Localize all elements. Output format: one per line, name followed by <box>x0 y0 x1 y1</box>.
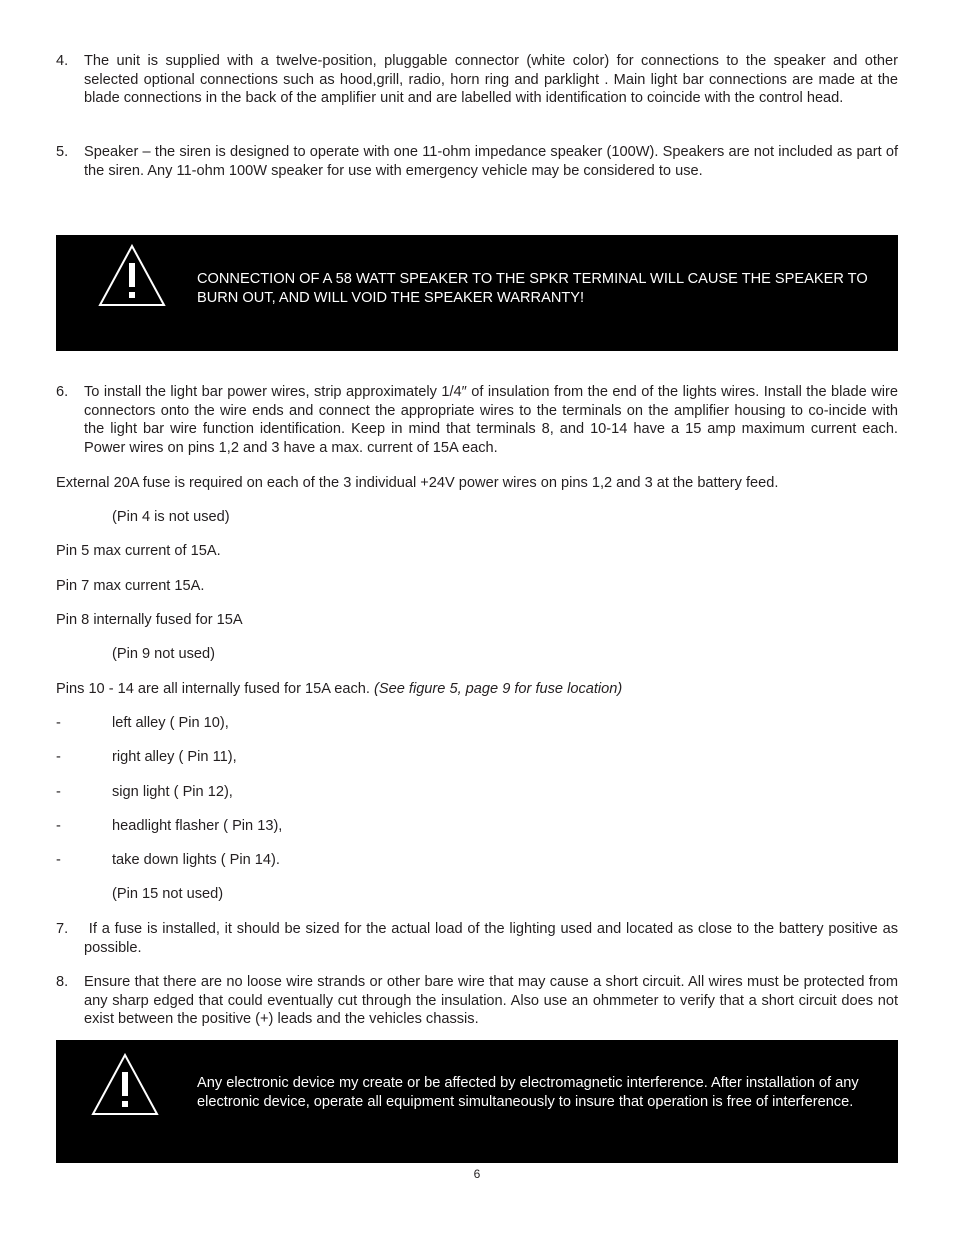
warning-label: WARNING! <box>65 1118 183 1148</box>
pin5-note: Pin 5 max current of 15A. <box>56 543 221 559</box>
pin9-note: (Pin 9 not used) <box>112 646 216 662</box>
dash-marker: - <box>56 784 61 800</box>
dash-item-sign-light: sign light ( Pin 12), <box>112 784 233 800</box>
item-number: 6. <box>56 384 69 400</box>
fuse-note: External 20A fuse is required on each of the 3 individual +24V power wires on pins 1,2 and 3 at the battery feed. <box>56 475 779 491</box>
pin7-note: Pin 7 max current 15A. <box>56 578 205 594</box>
item-text: Speaker – the siren is designed to operate with one 11-ohm impedance speaker (100W). Speakers are not included as part of the siren. Any 11-ohm 100W speaker for use with emergency vehicle may be considered to use. <box>84 144 898 179</box>
dash-marker: - <box>56 852 61 868</box>
list-item-4 <box>56 52 898 108</box>
dash-item-headlight-flasher: headlight flasher ( Pin 13), <box>112 818 283 834</box>
dash-marker: - <box>56 715 61 731</box>
item-text: The unit is supplied with a twelve-position, pluggable connector (white color) for connections to the speaker and other selected optional connections such as hood,grill, radio, horn ring and parklight . Main light bar connections are made at the blade connections in the back of the amplifier unit and are labelled with identification to coincide with the control head. <box>84 53 898 107</box>
list-item-6 <box>56 383 898 457</box>
pin8-note: Pin 8 internally fused for 15A <box>56 612 243 628</box>
dash-item-left-alley: left alley ( Pin 10), <box>112 715 229 731</box>
dash-item-right-alley: right alley ( Pin 11), <box>112 749 237 765</box>
item-number: 5. <box>56 144 69 160</box>
fuse-location-reference: (See figure 5, page 9 for fuse location) <box>374 681 623 697</box>
item-number: 8. <box>56 974 69 990</box>
pins10-text: Pins 10 - 14 are all internally fused for 15A each. <box>56 681 375 697</box>
dash-marker: - <box>56 818 61 834</box>
list-item-7 <box>56 920 903 957</box>
warning-box-speaker <box>56 235 898 351</box>
item-text: If a fuse is installed, it should be sized for the actual load of the lighting used and located as close to the battery positive as possible. <box>84 921 903 956</box>
pins10-14-note <box>56 680 622 699</box>
item-text: To install the light bar power wires, strip approximately 1/4″ of insulation from the end of the lights wires. Install the blade wire connectors onto the wire ends and connect the appropriate wires to the terminals on the amplifier housing to co-incide with the light bar wire function identification. Keep in mind that terminals 8, and 10-14 have a 15 amp maximum current each. Power wires on pins 1,2 and 3 have a max. current of 15A each. <box>84 384 898 456</box>
pin4-note: (Pin 4 is not used) <box>112 509 230 525</box>
warning-icon <box>62 1052 186 1147</box>
page-number: 6 <box>473 1167 481 1181</box>
warning-message: CONNECTION OF A 58 WATT SPEAKER TO THE SPKR TERMINAL WILL CAUSE THE SPEAKER TO BURN OUT, AND WILL VOID THE SPEAKER WARRANTY! <box>197 271 868 306</box>
warning-box-interference <box>56 1040 898 1163</box>
warning-icon <box>70 243 192 338</box>
item-number: 7. <box>56 921 69 937</box>
pin15-note: (Pin 15 not used) <box>112 886 224 902</box>
list-item-5 <box>56 143 898 180</box>
dash-marker: - <box>56 749 61 765</box>
item-number: 4. <box>56 53 69 69</box>
item-text: Ensure that there are no loose wire strands or other bare wire that may cause a short circuit. All wires must be protected from any sharp edged that could eventually cut through the insulation. Also use an ohmmeter to verify that a short circuit does not exist between the positive (+) leads and the vehicles chassis. <box>84 974 898 1028</box>
warning-label: WARNING! <box>72 309 190 339</box>
dash-item-take-down-lights: take down lights ( Pin 14). <box>112 852 280 868</box>
list-item-8 <box>56 973 898 1029</box>
warning-message: Any electronic device my create or be affected by electromagnetic interference. After installation of any electronic device, operate all equipment simultaneously to insure that operation is free of interference. <box>197 1075 859 1110</box>
